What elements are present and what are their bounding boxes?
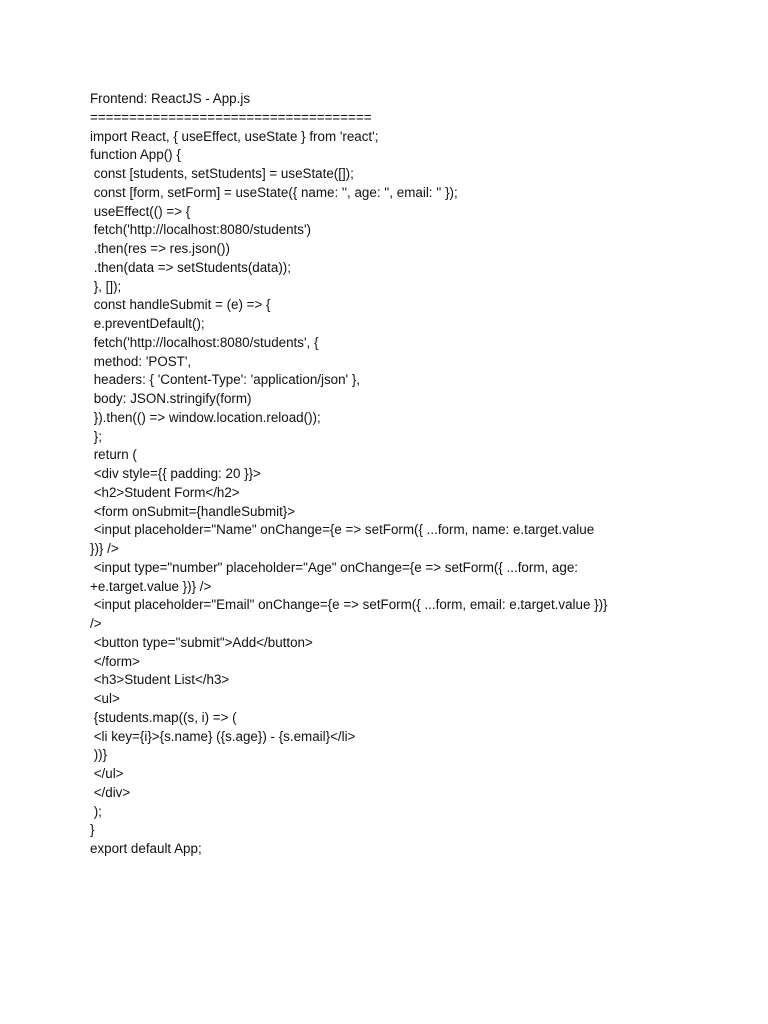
code-line: }; [90,428,102,444]
code-line: const [form, setForm] = useState({ name: '', age: '', email: '' }); [90,184,458,200]
code-line: const handleSubmit = (e) => { [90,297,271,313]
code-line: <input placeholder="Email" onChange={e => setForm({ ...form, email: e.target.value })} [90,597,608,613]
code-line: <div style={{ padding: 20 }}> [90,466,261,481]
code-line: return ( [90,447,137,463]
code-line: ); [90,803,102,819]
code-line: ))} [90,747,108,763]
code-line: fetch('http://localhost:8080/students') [90,222,311,238]
code-line: <input type="number" placeholder="Age" onChange={e => setForm({ ...form, age: [90,559,578,575]
code-line: </form> [90,653,140,669]
code-line: fetch('http://localhost:8080/students', { [90,334,319,350]
code-line: export default App; [90,841,202,856]
code-line: <ul> [90,691,120,706]
code-line: })} /> [90,541,119,556]
code-line: e.preventDefault(); [90,316,205,331]
code-line: import React, { useEffect, useState } from 'react'; [90,128,379,144]
code-line: +e.target.value })} /> [90,578,212,594]
code-line: <li key={i}>{s.name} ({s.age}) - {s.email}</li> [90,728,356,744]
code-line: {students.map((s, i) => ( [90,709,237,725]
code-line: /> [90,616,102,631]
document-title: Frontend: ReactJS - App.js [90,91,251,106]
code-line: }).then(() => window.location.reload()); [90,409,321,425]
code-line: }, []); [90,278,122,294]
code-line: <h2>Student Form</h2> [90,484,240,500]
code-line: .then(res => res.json()) [90,241,230,256]
title-underline: ==================================== [90,109,372,125]
code-line: .then(data => setStudents(data)); [90,259,291,275]
code-line: <button type="submit">Add</button> [90,634,313,650]
code-text-block [90,90,650,859]
code-line: method: 'POST', [90,353,192,369]
code-line: <input placeholder="Name" onChange={e => setForm({ ...form, name: e.target.value [90,522,595,538]
code-line: const [students, setStudents] = useState([]); [90,166,354,181]
code-line: <form onSubmit={handleSubmit}> [90,503,296,519]
code-line: function App() { [90,147,181,163]
code-line: <h3>Student List</h3> [90,672,230,688]
code-line: body: JSON.stringify(form) [90,391,252,406]
code-line: useEffect(() => { [90,203,191,219]
code-line: } [90,822,95,838]
code-line: </ul> [90,766,124,781]
code-line: </div> [90,784,131,800]
code-line: headers: { 'Content-Type': 'application/json' }, [90,372,361,388]
